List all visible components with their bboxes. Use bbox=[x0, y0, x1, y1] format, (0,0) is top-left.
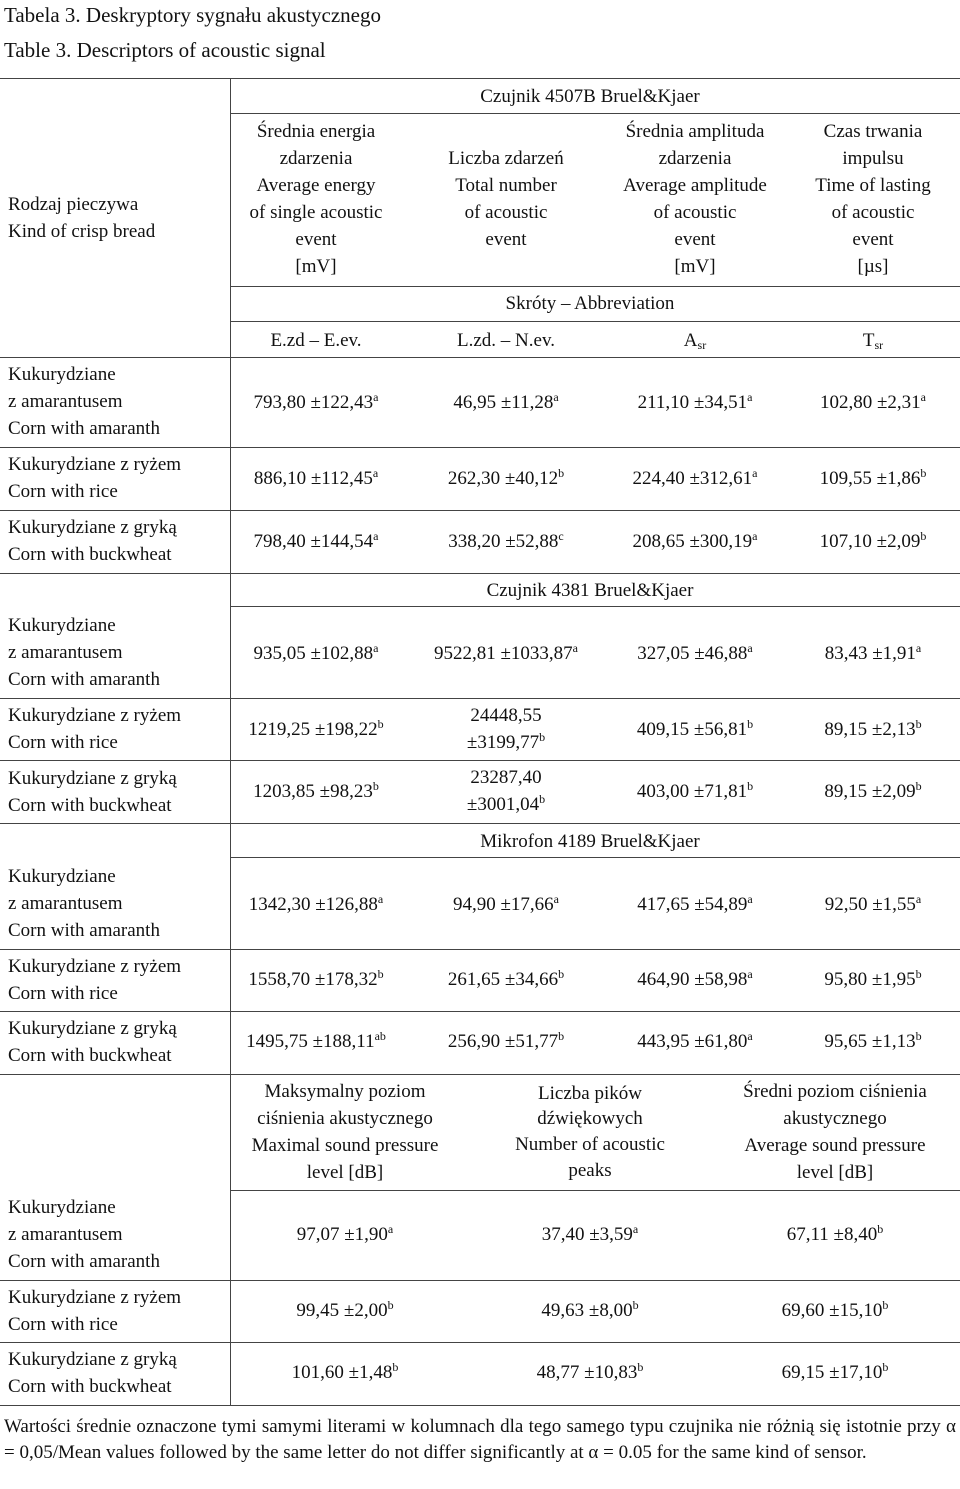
rule-r4 bbox=[0, 698, 960, 699]
rule-headers bbox=[230, 286, 960, 287]
cell: 1558,70 ±178,32$^b$ bbox=[248, 967, 384, 990]
sensor2-label: Czujnik 4381 Bruel&Kjaer bbox=[486, 580, 694, 601]
colhead-amp-2: zdarzenia bbox=[658, 148, 732, 169]
cell: 9522,81 ±1033,87$^a$ bbox=[433, 641, 579, 664]
cell: 338,20 ±52,88$^c$ bbox=[448, 529, 564, 552]
cell: 327,05 ±46,88$^a$ bbox=[637, 641, 753, 664]
colhead-maxspl-2: ciśnienia akustycznego bbox=[257, 1108, 433, 1129]
bread-label: Kukurydziane z gryką bbox=[8, 1349, 177, 1370]
cell: 97,07 ±1,90$^a$ bbox=[296, 1222, 394, 1245]
colhead-amp-3: Average amplitude bbox=[623, 175, 767, 196]
colhead-count-2: Total number bbox=[455, 175, 557, 196]
abbr-count: L.zd. – N.ev. bbox=[457, 330, 555, 351]
colhead-peaks-2: dźwiękowych bbox=[537, 1108, 643, 1129]
bread-label: Kukurydziane z gryką bbox=[8, 768, 177, 789]
colhead-time-2: impulsu bbox=[842, 148, 904, 169]
cell: 69,60 ±15,10$^b$ bbox=[781, 1298, 889, 1321]
rule-r2 bbox=[0, 510, 960, 511]
rule-vertical bbox=[230, 78, 231, 1405]
rule-r11 bbox=[0, 1342, 960, 1343]
colhead-energy-1: Średnia energia bbox=[256, 121, 376, 142]
cell: 95,65 ±1,13$^b$ bbox=[824, 1029, 922, 1052]
row-header-pl: Rodzaj pieczywa bbox=[8, 194, 139, 215]
cell: 256,90 ±51,77$^b$ bbox=[447, 1029, 565, 1052]
rule-col2-headers bbox=[230, 1190, 960, 1191]
bread-label: Corn with amaranth bbox=[8, 418, 160, 439]
cell: 46,95 ±11,28$^a$ bbox=[453, 390, 559, 413]
bread-label: Corn with buckwheat bbox=[8, 795, 172, 816]
cell: 935,05 ±102,88$^a$ bbox=[253, 641, 379, 664]
abbr-amplitude: $A_{sr}$ bbox=[683, 330, 707, 352]
bread-label: Corn with buckwheat bbox=[8, 544, 172, 565]
rule-abbr-label bbox=[230, 321, 960, 322]
abbreviation-label: Skróty – Abbreviation bbox=[505, 293, 675, 314]
bread-label: Kukurydziane z ryżem bbox=[8, 1287, 182, 1308]
bread-label: Kukurydziane bbox=[8, 615, 116, 636]
colhead-count-1: Liczba zdarzeń bbox=[448, 148, 564, 169]
rule-r1 bbox=[0, 447, 960, 448]
cell: ±3199,77$^b$ bbox=[466, 730, 546, 753]
rule-bottom bbox=[0, 1405, 960, 1406]
cell: 89,15 ±2,13$^b$ bbox=[824, 717, 922, 740]
cell: 1495,75 ±188,11$^{ab}$ bbox=[246, 1029, 386, 1052]
bread-label: z amarantusem bbox=[8, 642, 123, 663]
colhead-amp-4: of acoustic bbox=[653, 202, 737, 223]
cell: 1342,30 ±126,88$^a$ bbox=[248, 892, 384, 915]
colhead-energy-4: of single acoustic bbox=[249, 202, 383, 223]
cell: ±3001,04$^b$ bbox=[466, 792, 546, 815]
rule-r9 bbox=[0, 1074, 960, 1075]
rule-r6 bbox=[0, 823, 960, 824]
bread-label: z amarantusem bbox=[8, 391, 123, 412]
cell: 23287,40 bbox=[470, 767, 542, 788]
bread-label: Kukurydziane z gryką bbox=[8, 1018, 177, 1039]
cell: 89,15 ±2,09$^b$ bbox=[824, 779, 922, 802]
colhead-time-1: Czas trwania bbox=[823, 121, 923, 142]
colhead-time-5: event bbox=[852, 229, 894, 250]
colhead-maxspl-3: Maximal sound pressure bbox=[251, 1135, 439, 1156]
cell: 1203,85 ±98,23$^b$ bbox=[253, 779, 379, 802]
colhead-maxspl-1: Maksymalny poziom bbox=[264, 1081, 426, 1102]
cell: 208,65 ±300,19$^a$ bbox=[632, 529, 758, 552]
abbr-time: $T_{sr}$ bbox=[862, 330, 884, 352]
colhead-energy-6: [mV] bbox=[295, 256, 337, 277]
bread-label: Corn with rice bbox=[8, 983, 118, 1004]
cell: 224,40 ±312,61$^a$ bbox=[632, 466, 758, 489]
bread-label: Corn with amaranth bbox=[8, 669, 160, 690]
table-caption-en: Table 3. Descriptors of acoustic signal bbox=[4, 38, 326, 62]
rule-sensor3 bbox=[230, 857, 960, 858]
cell: 261,65 ±34,66$^b$ bbox=[447, 967, 565, 990]
rule-sensor1 bbox=[230, 113, 960, 114]
cell: 262,30 ±40,12$^b$ bbox=[447, 466, 565, 489]
cell: 101,60 ±1,48$^b$ bbox=[291, 1360, 399, 1383]
bread-label: Kukurydziane z ryżem bbox=[8, 956, 182, 977]
row-header-en: Kind of crisp bread bbox=[8, 221, 156, 242]
bread-label: Kukurydziane bbox=[8, 1197, 116, 1218]
colhead-amp-1: Średnia amplituda bbox=[625, 121, 765, 142]
bread-label: Corn with buckwheat bbox=[8, 1045, 172, 1066]
bread-label: Corn with rice bbox=[8, 481, 118, 502]
bread-label: Kukurydziane z gryką bbox=[8, 517, 177, 538]
colhead-time-6: [µs] bbox=[857, 256, 889, 277]
cell: 48,77 ±10,83$^b$ bbox=[536, 1360, 644, 1383]
table-caption-pl: Tabela 3. Deskryptory sygnału akustycznego bbox=[4, 3, 382, 27]
bread-label: Kukurydziane z ryżem bbox=[8, 705, 182, 726]
bread-label: z amarantusem bbox=[8, 893, 123, 914]
colhead-time-4: of acoustic bbox=[831, 202, 915, 223]
cell: 83,43 ±1,91$^a$ bbox=[824, 641, 922, 664]
colhead-avgspl-1: Średni poziom ciśnienia bbox=[743, 1081, 927, 1102]
bread-label: Kukurydziane bbox=[8, 866, 116, 887]
cell: 92,50 ±1,55$^a$ bbox=[824, 892, 922, 915]
colhead-time-3: Time of lasting bbox=[815, 175, 931, 196]
rule-r5 bbox=[0, 760, 960, 761]
colhead-avgspl-2: akustycznego bbox=[783, 1108, 887, 1129]
colhead-avgspl-3: Average sound pressure bbox=[744, 1135, 926, 1156]
bread-label: Corn with amaranth bbox=[8, 1251, 160, 1272]
bread-label: Kukurydziane bbox=[8, 364, 116, 385]
cell: 798,40 ±144,54$^a$ bbox=[253, 529, 379, 552]
rule-r8 bbox=[0, 1011, 960, 1012]
cell: 464,90 ±58,98$^a$ bbox=[637, 967, 753, 990]
abbr-energy: E.zd – E.ev. bbox=[270, 330, 362, 351]
cell: 443,95 ±61,80$^a$ bbox=[637, 1029, 753, 1052]
colhead-energy-5: event bbox=[295, 229, 337, 250]
colhead-count-4: event bbox=[485, 229, 527, 250]
colhead-peaks-1: Liczba pików bbox=[538, 1083, 642, 1104]
cell: 403,00 ±71,81$^b$ bbox=[636, 779, 754, 802]
cell: 102,80 ±2,31$^a$ bbox=[819, 390, 927, 413]
sensor3-label: Mikrofon 4189 Bruel&Kjaer bbox=[480, 831, 700, 852]
sensor1-label: Czujnik 4507B Bruel&Kjaer bbox=[480, 86, 700, 107]
cell: 95,80 ±1,95$^b$ bbox=[824, 967, 922, 990]
colhead-amp-6: [mV] bbox=[674, 256, 716, 277]
cell: 69,15 ±17,10$^b$ bbox=[781, 1360, 889, 1383]
cell: 49,63 ±8,00$^b$ bbox=[541, 1298, 639, 1321]
colhead-count-3: of acoustic bbox=[464, 202, 548, 223]
cell: 94,90 ±17,66$^a$ bbox=[452, 892, 560, 915]
rule-r10 bbox=[0, 1280, 960, 1281]
cell: 417,65 ±54,89$^a$ bbox=[637, 892, 753, 915]
cell: 67,11 ±8,40$^b$ bbox=[786, 1222, 884, 1245]
cell: 24448,55 bbox=[470, 705, 542, 726]
table-footnote: Wartości średnie oznaczone tymi samymi literami w kolumnach dla tego samego typu czujnika nie różnią się istotnie przy α = 0,05/Mean values followed by the same letter do not differ significantly at α = 0.05 for the same kind of sensor. bbox=[4, 1416, 956, 1463]
cell: 99,45 ±2,00$^b$ bbox=[296, 1298, 394, 1321]
bread-label: Kukurydziane z ryżem bbox=[8, 454, 182, 475]
rule-top bbox=[0, 78, 960, 79]
colhead-peaks-3: Number of acoustic bbox=[515, 1134, 665, 1155]
rule-sensor2 bbox=[230, 606, 960, 607]
cell: 1219,25 ±198,22$^b$ bbox=[248, 717, 384, 740]
colhead-peaks-4: peaks bbox=[568, 1160, 612, 1181]
bread-label: z amarantusem bbox=[8, 1224, 123, 1245]
cell: 107,10 ±2,09$^b$ bbox=[819, 529, 927, 552]
colhead-amp-5: event bbox=[674, 229, 716, 250]
bread-label: Corn with buckwheat bbox=[8, 1376, 172, 1397]
rule-header-bottom bbox=[0, 357, 960, 358]
cell: 211,10 ±34,51$^a$ bbox=[637, 390, 753, 413]
bread-label: Corn with rice bbox=[8, 1314, 118, 1335]
cell: 409,15 ±56,81$^b$ bbox=[636, 717, 754, 740]
colhead-avgspl-4: level [dB] bbox=[796, 1162, 874, 1183]
bread-label: Corn with rice bbox=[8, 732, 118, 753]
colhead-maxspl-4: level [dB] bbox=[306, 1162, 384, 1183]
colhead-energy-3: Average energy bbox=[256, 175, 376, 196]
cell: 793,80 ±122,43$^a$ bbox=[253, 390, 379, 413]
cell: 886,10 ±112,45$^a$ bbox=[253, 466, 379, 489]
cell: 109,55 ±1,86$^b$ bbox=[819, 466, 927, 489]
rule-r7 bbox=[0, 949, 960, 950]
rule-r3 bbox=[0, 573, 960, 574]
colhead-energy-2: zdarzenia bbox=[279, 148, 353, 169]
bread-label: Corn with amaranth bbox=[8, 920, 160, 941]
cell: 37,40 ±3,59$^a$ bbox=[541, 1222, 639, 1245]
